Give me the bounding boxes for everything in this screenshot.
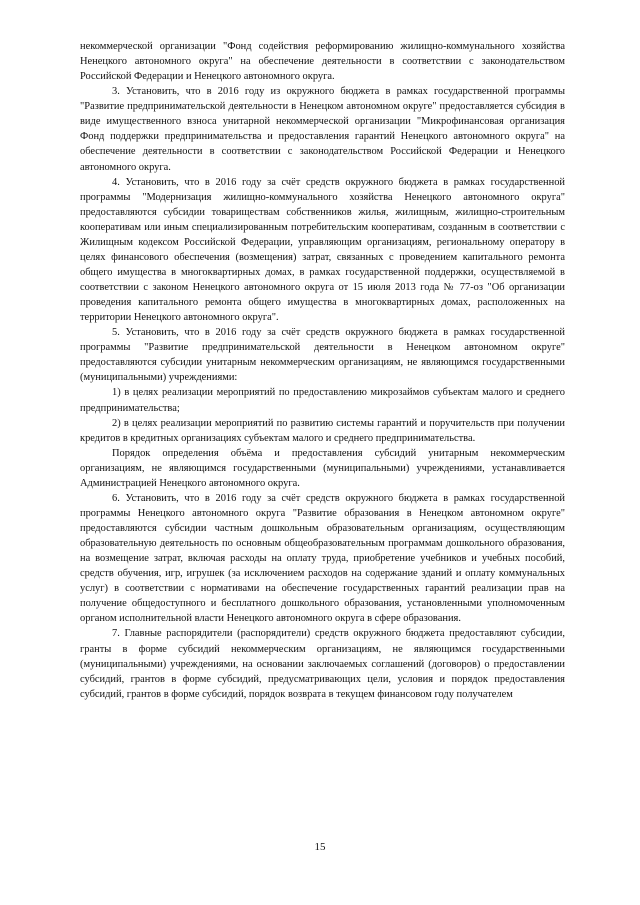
paragraph-continuation: некоммерческой организации "Фонд содействия реформированию жилищно-коммунального хозяйства Ненецкого автономного округа" на обеспечение деятельности в соответствии с законодательством Российской Федерации и Ненецкого автономного округа. [80,41,565,83]
paragraph-item-7: 7. Главные распорядители (распорядители) средств окружного бюджета предоставляют субсидии, гранты в форме субсидий некоммерческим организациям, не являющимся государственными (муниципальными) учреждениями, на основании заключаемых соглашений (договоров) о предоставлении субсидий, грантов в форме субсидий, предусматривающих цели, условия и порядок предоставления субсидий, грантов в форме субсидий, порядок возврата в текущем финансовом году получателем [80,628,565,700]
paragraph-procedure: Порядок определения объёма и предоставления субсидий унитарным некоммерческим организациям, не являющимся государственными (муниципальными) учреждениями, устанавливается Администрацией Ненецкого автономного округа. [80,447,565,489]
paragraph-item-4: 4. Установить, что в 2016 году за счёт средств окружного бюджета в рамках государственной программы "Модернизация жилищно-коммунального хозяйства Ненецкого автономного округа" предоставляются субсидии товариществам собственников жилья, жилищным, жилищно-строительным кооперативам или иным специализированным потребительским кооперативам, созданным в соответствии с Жилищным кодексом Российской Федерации, управляющим организациям, региональному оператору в целях финансового обеспечения (возмещения) затрат, связанных с проведением капитального ремонта общего имущества в многоквартирных домах, в рамках государственной поддержки, осуществляемой в соответствии с законом Ненецкого автономного округа от 15 июля 2013 года № 77-оз "Об организации проведения капитального ремонта общего имущества в многоквартирных домах, расположенных на территории Ненецкого автономного округа". [80,176,565,324]
paragraph-item-6: 6. Установить, что в 2016 году за счёт средств окружного бюджета в рамках государственной программы Ненецкого автономного округа "Развитие образования в Ненецком автономном округе" предоставляются субсидии частным дошкольным образовательным организациям, осуществляющим образовательную деятельность по основным общеобразовательным программам дошкольного образования, на возмещение затрат, включая расходы на оплату труда, приобретение учебников и учебных пособий, средств обучения, игр, игрушек (за исключением расходов на содержание зданий и оплату коммунальных услуг) в соответствии с нормативами на обеспечение государственных гарантий реализации прав на получение общедоступного и бесплатного дошкольного образования, установленными уполномоченным органом исполнительной власти Ненецкого автономного округа в сфере образования. [80,492,565,625]
document-body [80,39,565,702]
paragraph-subitem-2: 2) в целях реализации мероприятий по развитию системы гарантий и поручительств при получении кредитов в кредитных организациях субъектам малого и среднего предпринимательства. [80,417,565,444]
paragraph-item-5: 5. Установить, что в 2016 году за счёт средств окружного бюджета в рамках государственной программы "Развитие предпринимательской деятельности в Ненецком автономном округе" предоставляются субсидии унитарным некоммерческим организациям, не являющимся государственными (муниципальными) учреждениями: [80,327,565,384]
paragraph-item-3: 3. Установить, что в 2016 году из окружного бюджета в рамках государственной программы "Развитие предпринимательской деятельности в Ненецком автономном округе" предоставляется субсидия в виде имущественного взноса унитарной некоммерческой организации "Микрофинансовая организация Фонд поддержки предпринимательства и предоставления гарантий Ненецкого автономного округа" на обеспечение деятельности в соответствии с законодательством Российской Федерации и Ненецкого автономного округа. [80,86,565,173]
page-number: 15 [314,841,326,853]
paragraph-subitem-1: 1) в целях реализации мероприятий по предоставлению микрозаймов субъектам малого и среднего предпринимательства; [80,387,565,414]
